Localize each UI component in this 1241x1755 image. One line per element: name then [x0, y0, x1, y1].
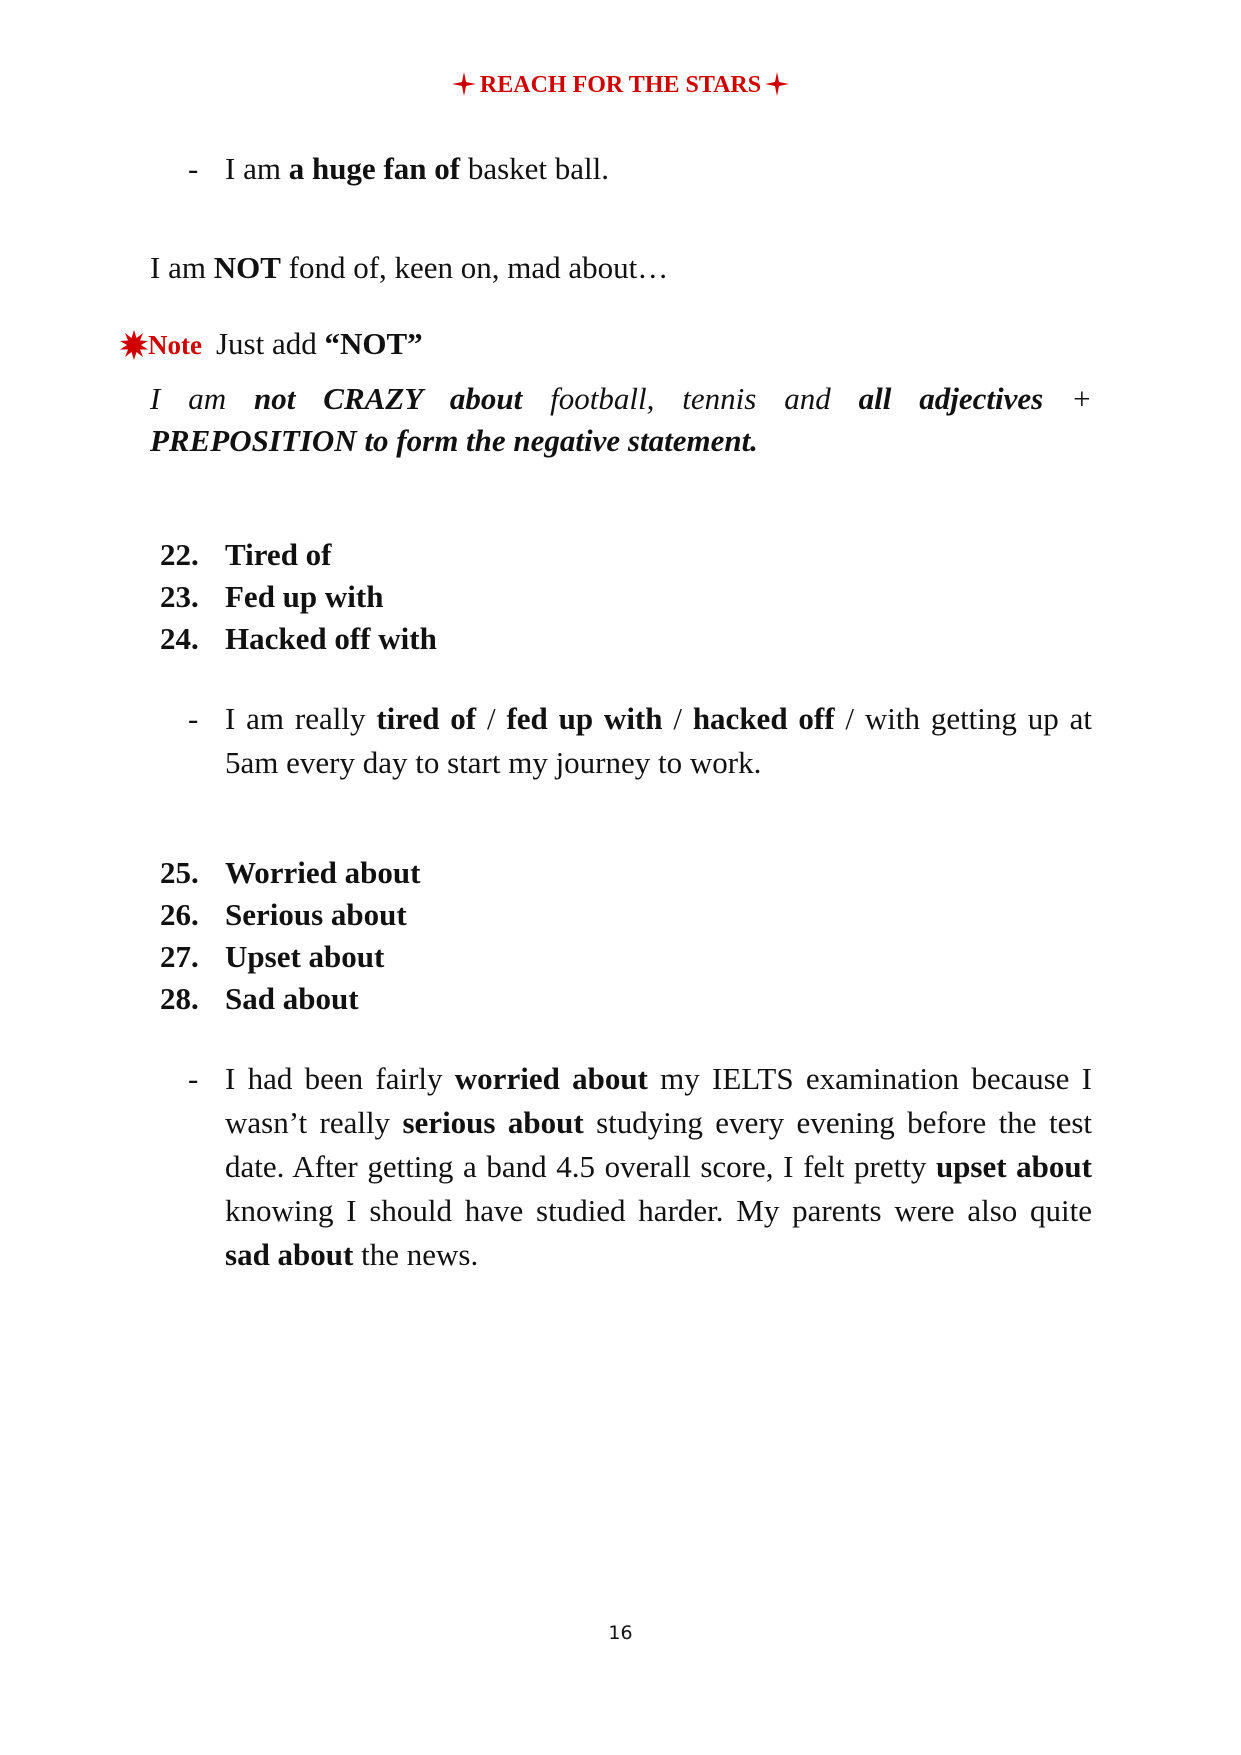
- list-number: 26.: [160, 897, 199, 932]
- bold-run: NOT: [213, 250, 281, 285]
- list-item: [160, 534, 437, 576]
- list-text: Fed up with: [225, 579, 384, 614]
- list-text: Sad about: [225, 981, 359, 1016]
- list-item: [160, 978, 420, 1020]
- text-run: knowing I should have studied harder. My parents were also quite: [225, 1193, 1092, 1228]
- header-title: REACH FOR THE STARS: [479, 72, 762, 98]
- bold-run: hacked off: [692, 701, 835, 736]
- text-run: I am really: [225, 701, 377, 736]
- example-group2-text: [225, 1057, 1092, 1277]
- note-line: [120, 322, 423, 367]
- bold-run: tired of: [376, 701, 477, 736]
- list-number: 22.: [160, 537, 199, 572]
- page-number: 16: [608, 1622, 633, 1644]
- bold-run: PREPOSITION to form the negative statement.: [150, 423, 758, 458]
- list-text: Hacked off with: [225, 621, 437, 656]
- text-run: I am: [150, 250, 214, 285]
- bold-run: not CRAZY about: [254, 381, 523, 416]
- example-fan-text: [225, 147, 609, 191]
- text-run: /: [662, 701, 693, 736]
- text-run: I am: [225, 151, 289, 186]
- note-label: Note: [148, 330, 202, 360]
- not-statement: [150, 246, 668, 290]
- text-run: football, tennis and: [522, 381, 859, 416]
- text-run: I had been fairly: [225, 1061, 455, 1096]
- bullet-dash: -: [188, 1061, 199, 1096]
- note-paragraph: [150, 378, 1092, 462]
- list-item: [160, 936, 420, 978]
- text-run: my IELTS examination because I wasn’t really: [225, 1061, 1093, 1140]
- bold-run: worried about: [454, 1061, 648, 1096]
- bold-run: all adjectives: [858, 381, 1044, 416]
- list-number: 28.: [160, 981, 199, 1016]
- text-run: +: [1043, 381, 1093, 416]
- starburst-icon: [120, 330, 148, 360]
- list-number: 25.: [160, 855, 199, 890]
- list-number: 24.: [160, 621, 199, 656]
- text-run: the news.: [353, 1237, 479, 1272]
- four-point-star-icon: [452, 72, 476, 96]
- text-run: studying every evening before the test date. After getting a band 4.5 overall score, I felt pretty: [225, 1105, 1092, 1184]
- bold-run: sad about: [225, 1237, 354, 1272]
- example-group1-text: [225, 697, 1092, 785]
- bold-run: “NOT”: [324, 326, 423, 361]
- text-run: fond of, keen on, mad about…: [280, 250, 669, 285]
- numbered-list-group2: [160, 852, 420, 1020]
- numbered-list-group1: [160, 534, 437, 660]
- list-item: [160, 852, 420, 894]
- bold-run: fed up with: [506, 701, 663, 736]
- text-run: I am: [150, 381, 255, 416]
- bold-run: upset about: [935, 1149, 1092, 1184]
- text-run: Just add: [215, 326, 325, 361]
- list-text: Serious about: [225, 897, 407, 932]
- list-text: Tired of: [225, 537, 332, 572]
- bold-run: a huge fan of: [288, 151, 461, 186]
- bullet-dash: -: [188, 151, 199, 186]
- bold-run: serious about: [402, 1105, 584, 1140]
- list-number: 23.: [160, 579, 199, 614]
- list-number: 27.: [160, 939, 199, 974]
- four-point-star-icon: [765, 72, 789, 96]
- text-run: /: [476, 701, 507, 736]
- bullet-dash: -: [188, 701, 199, 736]
- text-run: basket ball.: [460, 151, 610, 186]
- page-header: [0, 72, 1241, 99]
- list-item: [160, 894, 420, 936]
- list-text: Worried about: [225, 855, 421, 890]
- list-item: [160, 576, 437, 618]
- text-run: / with getting up at 5am every day to start my journey to work.: [225, 701, 1092, 780]
- list-item: [160, 618, 437, 660]
- list-text: Upset about: [225, 939, 385, 974]
